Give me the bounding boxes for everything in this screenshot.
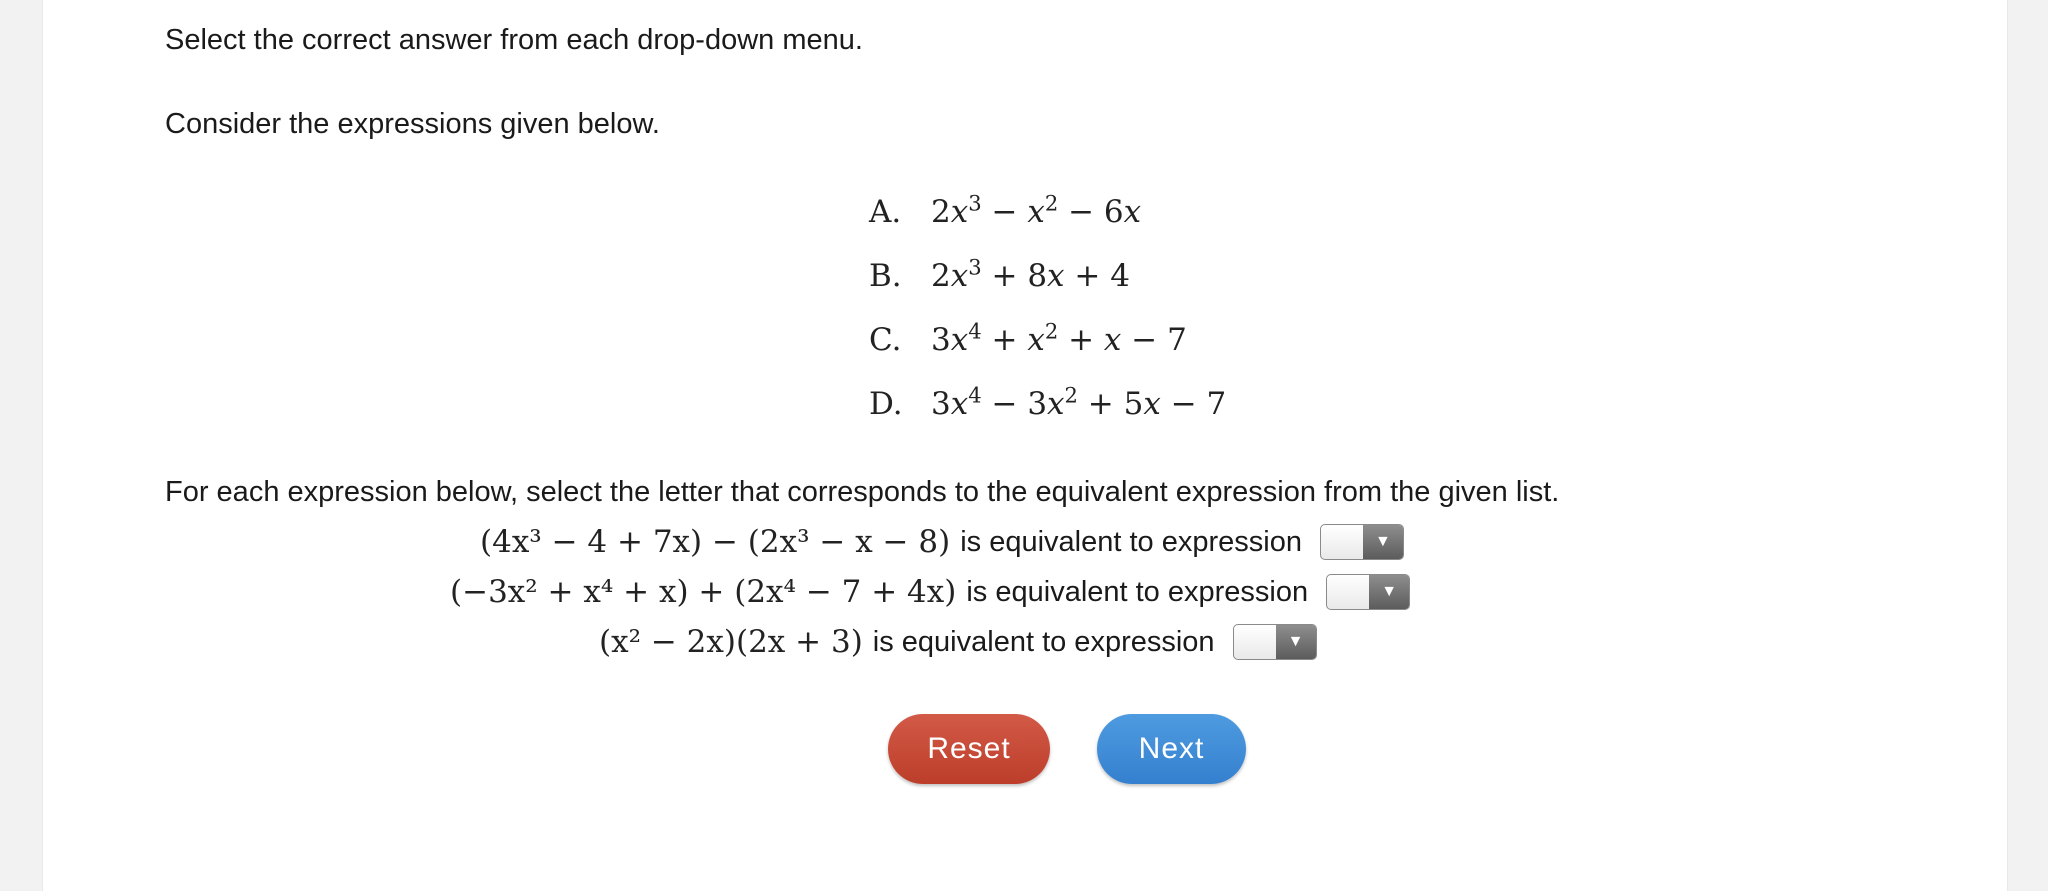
question-expression: (x² − 2x)(2x + 3) xyxy=(599,624,863,660)
question-label: is equivalent to expression xyxy=(960,525,1302,558)
option-letter: C. xyxy=(869,322,902,358)
caret-down-icon[interactable]: ▼ xyxy=(1369,575,1409,609)
caret-down-icon[interactable]: ▼ xyxy=(1276,625,1316,659)
caret-down-icon[interactable]: ▼ xyxy=(1363,525,1403,559)
next-button[interactable]: Next xyxy=(1097,714,1246,784)
answer-dropdown-1[interactable] xyxy=(1320,524,1404,560)
option-b xyxy=(869,244,1226,308)
question-row-1 xyxy=(480,519,1404,565)
question-expression: (4x³ − 4 + 7x) − (2x³ − x − 8) xyxy=(480,524,951,560)
option-c xyxy=(869,308,1226,372)
instruction-text: Select the correct answer from each drop-down menu. xyxy=(165,24,863,56)
question-label: is equivalent to expression xyxy=(872,625,1215,658)
option-expression: $3x^4 - 3x^2 + 5x - 7$ xyxy=(931,382,1227,422)
expression-list xyxy=(869,180,1226,436)
option-expression: $3x^4 + x^2 + x - 7$ xyxy=(931,318,1187,358)
option-expression: $2x^3 + 8x + 4$ xyxy=(931,254,1130,294)
option-letter: B. xyxy=(869,258,902,294)
answer-dropdown-2[interactable] xyxy=(1326,574,1410,610)
task-instruction: For each expression below, select the letter that corresponds to the equivalent expression from the given list. xyxy=(165,476,1560,508)
question-expression: (−3x² + x⁴ + x) + (2x⁴ − 7 + 4x) xyxy=(450,574,957,610)
question-row-3 xyxy=(599,619,1317,665)
option-expression: $2x^3 - x^2 - 6x$ xyxy=(931,190,1142,230)
reset-button[interactable]: Reset xyxy=(888,714,1050,784)
answer-dropdown-3[interactable] xyxy=(1233,624,1317,660)
option-d xyxy=(869,372,1226,436)
option-letter: D. xyxy=(869,386,903,422)
option-letter: A. xyxy=(869,194,902,230)
question-row-2 xyxy=(450,569,1410,615)
prompt-text: Consider the expressions given below. xyxy=(165,108,660,140)
option-a xyxy=(869,180,1226,244)
question-panel xyxy=(42,0,2008,891)
question-label: is equivalent to expression xyxy=(966,575,1309,608)
